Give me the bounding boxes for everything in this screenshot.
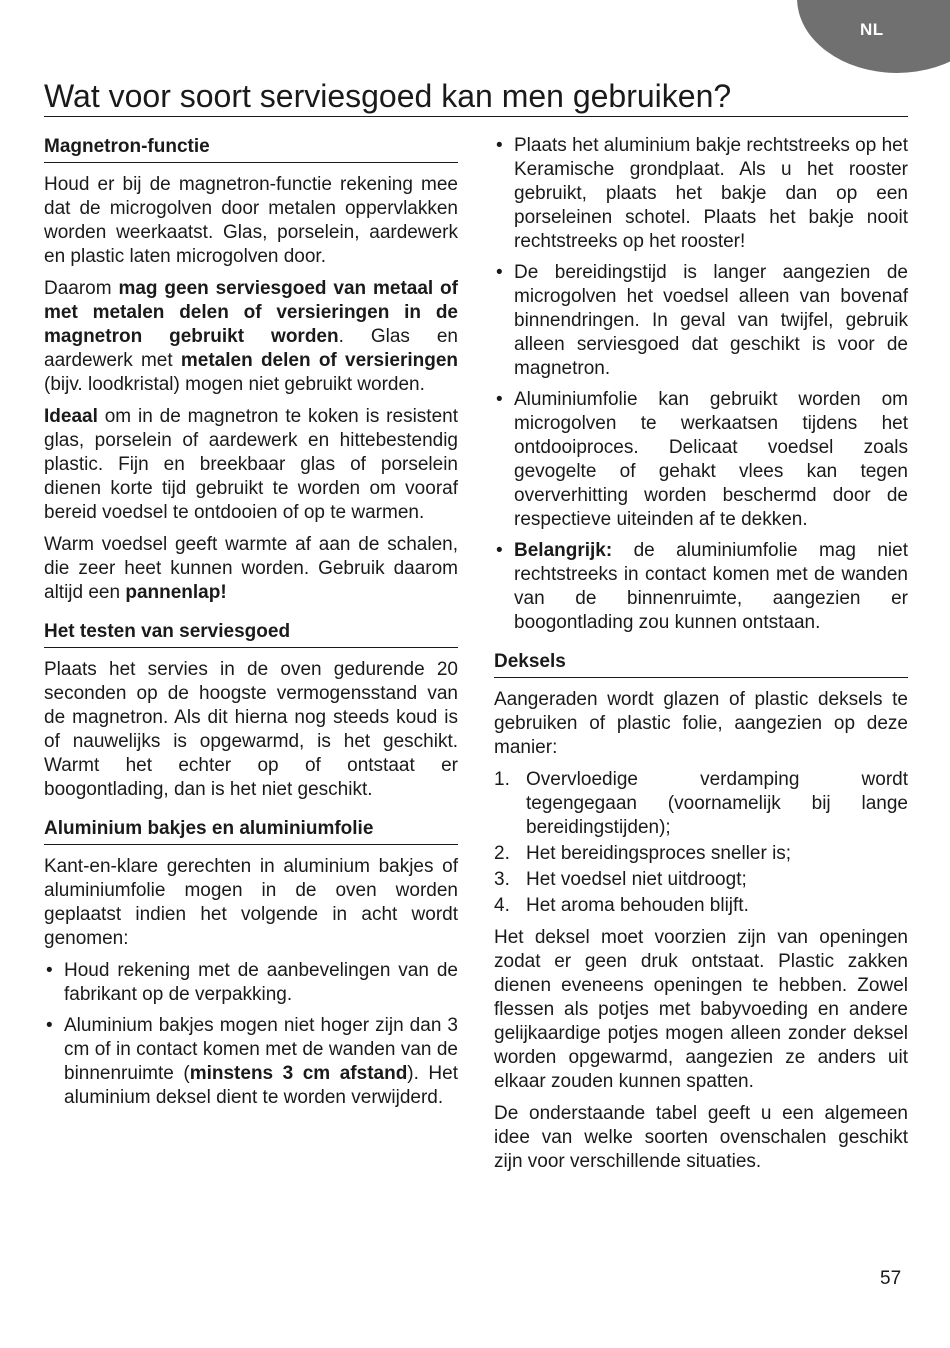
- bold-text: metalen delen of versieringen: [180, 350, 458, 371]
- language-label: NL: [860, 20, 884, 39]
- bold-text: pannenlap!: [125, 582, 227, 603]
- list-number: 1.: [494, 769, 510, 790]
- list-item: • Plaats het aluminium bakje rechtstreeks op het Keramische grondplaat. Als u het rooster gebruikt, plaats het bakje dan op een porseleinen schotel. Plaats het bakje nooit rechtstreeks op het rooster!: [494, 134, 908, 254]
- text-run: (bijv. loodkristal) mogen niet gebruikt worden.: [44, 374, 425, 395]
- paragraph: [44, 405, 458, 525]
- section-heading-magnetron: Magnetron-functie: [44, 134, 458, 163]
- right-column: [494, 134, 908, 1182]
- paragraph: Plaats het servies in de oven gedurende 20 seconden op de hoogste vermogensstand van de magnetron. Als dit hierna nog steeds koud is of nauwelijks is opgewarmd, is het geschikt. Warmt het echter op of ontstaat er boogontlading, dan is het niet geschikt.: [44, 659, 458, 800]
- paragraph: Het deksel moet voorzien zijn van openingen zodat er geen druk ontstaat. Plastic zakken dienen eveneens openingen te hebben. Zowel flessen als potjes met babyvoeding en andere gelijkaardige potjes mogen alleen zonder deksel worden opgewarmd, aangezien ze anders uit elkaar zouden kunnen spatten.: [494, 927, 908, 1092]
- section-heading-deksels: Deksels: [494, 649, 908, 678]
- text-run: . Glas en aardewerk met: [44, 326, 458, 371]
- list-text: Overvloedige verdamping wordt tegengegaan (voornamelijk bij lange bereidingstijden);: [526, 769, 908, 838]
- list-text: Het bereidingsproces sneller is;: [526, 843, 792, 864]
- page-title: Wat voor soort serviesgoed kan men gebruiken?: [44, 76, 908, 117]
- bold-text: Ideaal: [44, 406, 98, 427]
- list-item: [494, 868, 908, 892]
- list-item: • De bereidingstijd is langer aangezien de microgolven het voedsel alleen van bovenaf binnendringen. In geval van twijfel, gebruik alleen serviesgoed dat geschikt is voor de magnetron.: [494, 261, 908, 381]
- section-heading-testen: Het testen van serviesgoed: [44, 619, 458, 648]
- paragraph: [44, 277, 458, 397]
- text-run: Daarom: [44, 278, 119, 299]
- section-heading-aluminium: Aluminium bakjes en aluminiumfolie: [44, 816, 458, 845]
- text-run: om in de magnetron te koken is resistent glas, porselein of aardewerk en hittebestendig plastic. Fijn en breekbaar glas of porselein dienen korte tijd gebruikt te worden om vooraf bereid voedsel te ontdooien of op te warmen.: [44, 406, 458, 523]
- list-number: 3.: [494, 869, 510, 890]
- paragraph: Kant-en-klare gerechten in aluminium bakjes of aluminiumfolie mogen in de oven worden geplaatst indien het volgende in acht wordt genomen:: [44, 856, 458, 949]
- text-run: de aluminiumfolie mag niet rechtstreeks in contact komen met de wanden van de binnenruimte, aangezien er boogontlading zou kunnen ontstaan.: [514, 540, 908, 633]
- paragraph: [44, 533, 458, 605]
- paragraph: Houd er bij de magnetron-functie rekening mee dat de microgolven door metalen oppervlakken worden weerkaatst. Glas, porselein, aardewerk en plastic laten microgolven door.: [44, 174, 458, 267]
- bold-text: minstens 3 cm afstand: [189, 1063, 408, 1084]
- left-column: [44, 134, 458, 1118]
- text-run: Aluminium bakjes mogen niet hoger zijn dan 3 cm of in contact komen met de wanden van de binnenruimte (: [64, 1015, 458, 1084]
- list-item: [494, 539, 908, 635]
- text-run: Warm voedsel geeft warmte af aan de schalen, die zeer heet kunnen worden. Gebruik daarom altijd een: [44, 534, 458, 603]
- paragraph: Aangeraden wordt glazen of plastic deksels te gebruiken of plastic folie, aangezien op deze manier:: [494, 689, 908, 758]
- list-item: • Houd rekening met de aanbevelingen van de fabrikant op de verpakking.: [44, 959, 458, 1007]
- bold-text: mag geen serviesgoed van metaal of met metalen delen of versieringen in de magnetron gebruikt worden: [44, 278, 458, 347]
- bullet-list: [494, 134, 908, 635]
- list-item: [494, 842, 908, 866]
- list-number: 2.: [494, 843, 510, 864]
- bullet-list: [44, 959, 458, 1110]
- paragraph: De onderstaande tabel geeft u een algemeen idee van welke soorten ovenschalen geschikt zijn voor verschillende situaties.: [494, 1103, 908, 1172]
- list-item: [494, 768, 908, 840]
- list-item: • Aluminiumfolie kan gebruikt worden om microgolven te werkaatsen tijdens het ontdooiproces. Delicaat voedsel zoals gevogelte of gehakt vlees kan tegen oververhitting worden beschermd door de respectieve uiteinden af te dekken.: [494, 388, 908, 532]
- page-number: 57: [880, 1268, 902, 1289]
- list-number: 4.: [494, 895, 510, 916]
- list-text: Het aroma behouden blijft.: [526, 895, 749, 916]
- list-text: Het voedsel niet uitdroogt;: [526, 869, 747, 890]
- numbered-list: [494, 768, 908, 918]
- bold-text: Belangrijk:: [514, 540, 613, 561]
- text-run: ). Het aluminium deksel dient te worden verwijderd.: [64, 1063, 458, 1108]
- list-item: [44, 1014, 458, 1110]
- list-item: [494, 894, 908, 918]
